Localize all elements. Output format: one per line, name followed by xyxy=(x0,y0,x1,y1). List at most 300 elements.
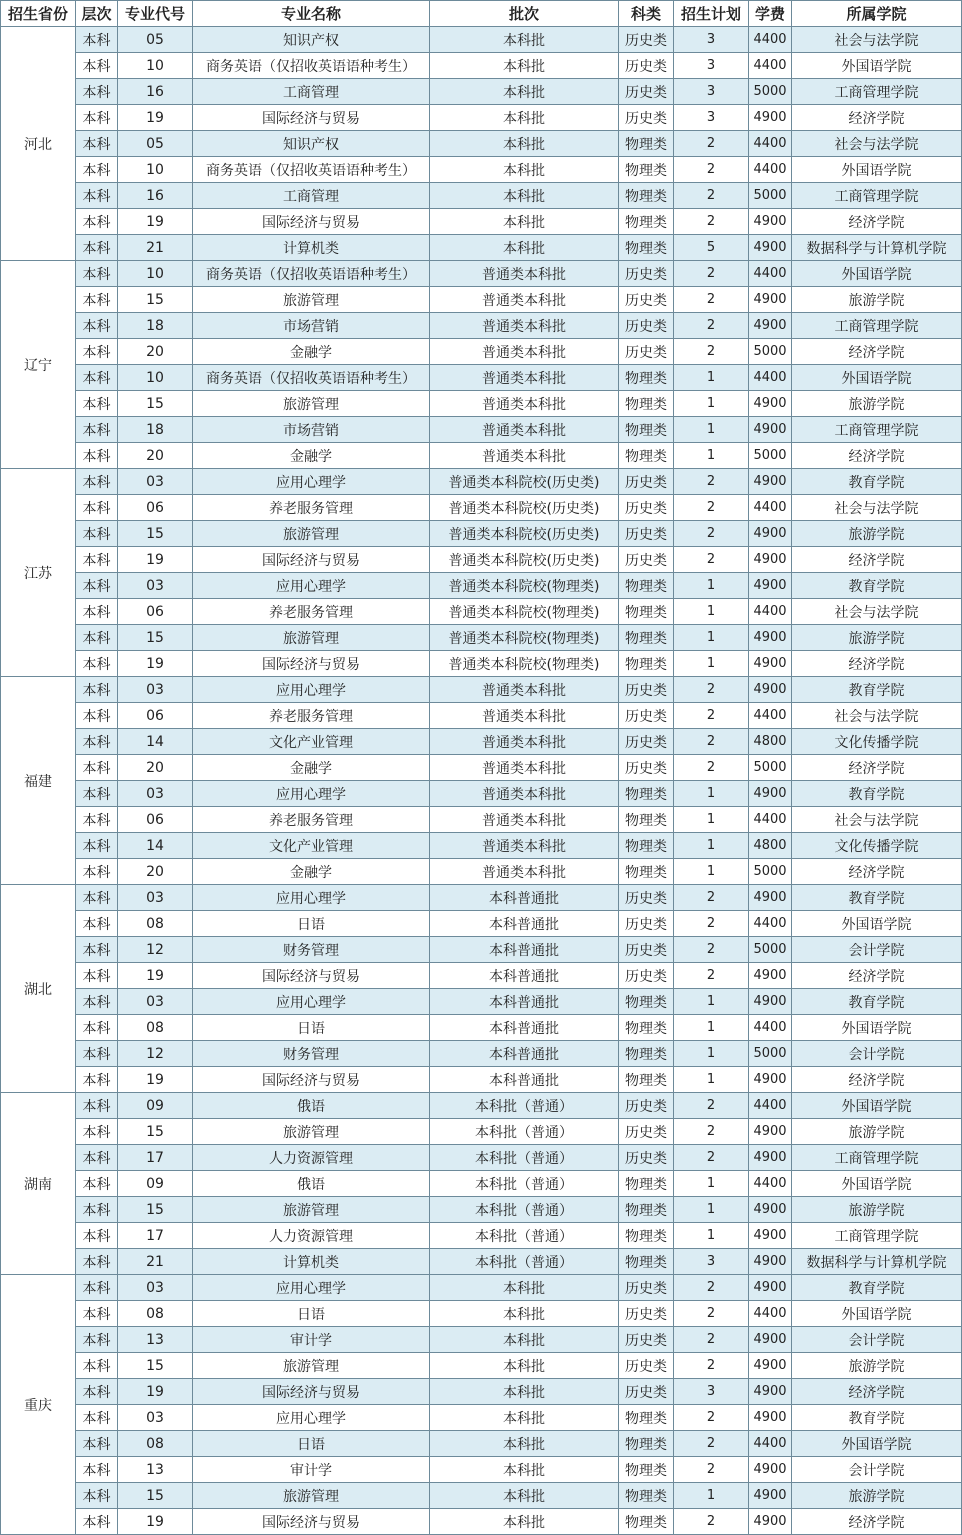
level-cell: 本科 xyxy=(76,1431,118,1457)
level-cell: 本科 xyxy=(76,781,118,807)
subject-type-cell: 历史类 xyxy=(619,755,674,781)
major-name-cell: 日语 xyxy=(193,1015,430,1041)
table-body xyxy=(1,27,962,1535)
college-cell: 会计学院 xyxy=(792,1457,962,1483)
tuition-cell: 4900 xyxy=(749,1483,792,1509)
major-code-cell: 19 xyxy=(118,963,193,989)
level-cell: 本科 xyxy=(76,1301,118,1327)
table-row xyxy=(1,989,962,1015)
table-row xyxy=(1,521,962,547)
level-cell: 本科 xyxy=(76,547,118,573)
college-cell: 工商管理学院 xyxy=(792,183,962,209)
major-name-cell: 人力资源管理 xyxy=(193,1145,430,1171)
major-name-cell: 应用心理学 xyxy=(193,781,430,807)
batch-cell: 本科批 xyxy=(430,79,619,105)
batch-cell: 本科普通批 xyxy=(430,911,619,937)
subject-type-cell: 历史类 xyxy=(619,79,674,105)
major-name-cell: 应用心理学 xyxy=(193,1275,430,1301)
college-cell: 数据科学与计算机学院 xyxy=(792,235,962,261)
major-name-cell: 国际经济与贸易 xyxy=(193,105,430,131)
tuition-cell: 4900 xyxy=(749,1067,792,1093)
level-cell: 本科 xyxy=(76,1171,118,1197)
major-code-cell: 10 xyxy=(118,53,193,79)
tuition-cell: 4900 xyxy=(749,209,792,235)
tuition-cell: 4900 xyxy=(749,1145,792,1171)
enrollment-plan-cell: 1 xyxy=(674,989,749,1015)
college-cell: 经济学院 xyxy=(792,651,962,677)
table-row xyxy=(1,703,962,729)
header-province: 招生省份 xyxy=(1,1,76,27)
major-code-cell: 14 xyxy=(118,833,193,859)
level-cell: 本科 xyxy=(76,677,118,703)
major-code-cell: 13 xyxy=(118,1457,193,1483)
major-name-cell: 工商管理 xyxy=(193,183,430,209)
level-cell: 本科 xyxy=(76,339,118,365)
batch-cell: 本科普通批 xyxy=(430,885,619,911)
batch-cell: 本科批（普通） xyxy=(430,1223,619,1249)
tuition-cell: 4900 xyxy=(749,1249,792,1275)
major-code-cell: 19 xyxy=(118,105,193,131)
major-name-cell: 旅游管理 xyxy=(193,1197,430,1223)
major-name-cell: 金融学 xyxy=(193,859,430,885)
level-cell: 本科 xyxy=(76,1457,118,1483)
college-cell: 外国语学院 xyxy=(792,1431,962,1457)
enrollment-plan-cell: 2 xyxy=(674,1093,749,1119)
enrollment-plan-cell: 1 xyxy=(674,1223,749,1249)
major-code-cell: 13 xyxy=(118,1327,193,1353)
enrollment-plan-cell: 2 xyxy=(674,885,749,911)
batch-cell: 普通类本科批 xyxy=(430,339,619,365)
major-code-cell: 03 xyxy=(118,1405,193,1431)
batch-cell: 本科普通批 xyxy=(430,937,619,963)
table-row xyxy=(1,105,962,131)
major-name-cell: 商务英语（仅招收英语语种考生） xyxy=(193,261,430,287)
tuition-cell: 4400 xyxy=(749,1015,792,1041)
level-cell: 本科 xyxy=(76,937,118,963)
major-name-cell: 商务英语（仅招收英语语种考生） xyxy=(193,157,430,183)
batch-cell: 本科批 xyxy=(430,157,619,183)
enrollment-plan-cell: 2 xyxy=(674,703,749,729)
major-code-cell: 18 xyxy=(118,313,193,339)
table-row xyxy=(1,1171,962,1197)
table-row xyxy=(1,495,962,521)
subject-type-cell: 物理类 xyxy=(619,833,674,859)
college-cell: 外国语学院 xyxy=(792,911,962,937)
table-row xyxy=(1,443,962,469)
enrollment-plan-cell: 2 xyxy=(674,1353,749,1379)
table-row xyxy=(1,1093,962,1119)
level-cell: 本科 xyxy=(76,1119,118,1145)
batch-cell: 本科普通批 xyxy=(430,1041,619,1067)
tuition-cell: 4900 xyxy=(749,963,792,989)
major-code-cell: 08 xyxy=(118,911,193,937)
major-code-cell: 19 xyxy=(118,651,193,677)
subject-type-cell: 历史类 xyxy=(619,963,674,989)
enrollment-plan-cell: 1 xyxy=(674,573,749,599)
level-cell: 本科 xyxy=(76,391,118,417)
college-cell: 经济学院 xyxy=(792,755,962,781)
major-code-cell: 21 xyxy=(118,235,193,261)
level-cell: 本科 xyxy=(76,729,118,755)
tuition-cell: 4900 xyxy=(749,1327,792,1353)
major-name-cell: 市场营销 xyxy=(193,313,430,339)
batch-cell: 本科批 xyxy=(430,183,619,209)
major-name-cell: 国际经济与贸易 xyxy=(193,1067,430,1093)
major-code-cell: 19 xyxy=(118,209,193,235)
subject-type-cell: 物理类 xyxy=(619,859,674,885)
enrollment-plan-cell: 2 xyxy=(674,1301,749,1327)
table-row xyxy=(1,235,962,261)
enrollment-plan-cell: 1 xyxy=(674,391,749,417)
tuition-cell: 4900 xyxy=(749,105,792,131)
tuition-cell: 4900 xyxy=(749,1379,792,1405)
subject-type-cell: 物理类 xyxy=(619,1483,674,1509)
enrollment-plan-cell: 3 xyxy=(674,105,749,131)
enrollment-plan-cell: 2 xyxy=(674,677,749,703)
tuition-cell: 4400 xyxy=(749,27,792,53)
major-name-cell: 养老服务管理 xyxy=(193,495,430,521)
batch-cell: 普通类本科批 xyxy=(430,729,619,755)
major-code-cell: 20 xyxy=(118,859,193,885)
subject-type-cell: 物理类 xyxy=(619,365,674,391)
table-row xyxy=(1,599,962,625)
level-cell: 本科 xyxy=(76,235,118,261)
batch-cell: 普通类本科院校(历史类) xyxy=(430,469,619,495)
level-cell: 本科 xyxy=(76,807,118,833)
level-cell: 本科 xyxy=(76,469,118,495)
tuition-cell: 4400 xyxy=(749,1093,792,1119)
subject-type-cell: 历史类 xyxy=(619,261,674,287)
enrollment-plan-cell: 1 xyxy=(674,1041,749,1067)
college-cell: 旅游学院 xyxy=(792,1353,962,1379)
table-row xyxy=(1,859,962,885)
tuition-cell: 5000 xyxy=(749,937,792,963)
subject-type-cell: 物理类 xyxy=(619,989,674,1015)
tuition-cell: 4400 xyxy=(749,495,792,521)
college-cell: 经济学院 xyxy=(792,209,962,235)
level-cell: 本科 xyxy=(76,1379,118,1405)
tuition-cell: 4800 xyxy=(749,833,792,859)
province-cell: 湖南 xyxy=(1,1093,76,1275)
major-code-cell: 15 xyxy=(118,1353,193,1379)
tuition-cell: 4900 xyxy=(749,781,792,807)
enrollment-plan-cell: 1 xyxy=(674,1483,749,1509)
batch-cell: 本科普通批 xyxy=(430,989,619,1015)
batch-cell: 普通类本科批 xyxy=(430,859,619,885)
table-row xyxy=(1,1431,962,1457)
table-row xyxy=(1,1379,962,1405)
college-cell: 工商管理学院 xyxy=(792,1223,962,1249)
major-code-cell: 19 xyxy=(118,547,193,573)
enrollment-plan-cell: 2 xyxy=(674,911,749,937)
tuition-cell: 4900 xyxy=(749,1197,792,1223)
major-code-cell: 10 xyxy=(118,157,193,183)
tuition-cell: 4400 xyxy=(749,131,792,157)
batch-cell: 本科批 xyxy=(430,1275,619,1301)
major-name-cell: 应用心理学 xyxy=(193,885,430,911)
tuition-cell: 4900 xyxy=(749,521,792,547)
major-code-cell: 21 xyxy=(118,1249,193,1275)
major-name-cell: 知识产权 xyxy=(193,27,430,53)
table-row xyxy=(1,963,962,989)
major-name-cell: 国际经济与贸易 xyxy=(193,1509,430,1535)
major-name-cell: 养老服务管理 xyxy=(193,703,430,729)
table-row xyxy=(1,183,962,209)
level-cell: 本科 xyxy=(76,1275,118,1301)
college-cell: 教育学院 xyxy=(792,1275,962,1301)
tuition-cell: 5000 xyxy=(749,859,792,885)
level-cell: 本科 xyxy=(76,157,118,183)
major-code-cell: 12 xyxy=(118,937,193,963)
major-name-cell: 国际经济与贸易 xyxy=(193,209,430,235)
batch-cell: 本科批（普通） xyxy=(430,1119,619,1145)
table-row xyxy=(1,1483,962,1509)
enrollment-plan-cell: 2 xyxy=(674,1327,749,1353)
batch-cell: 本科批 xyxy=(430,27,619,53)
subject-type-cell: 物理类 xyxy=(619,443,674,469)
college-cell: 经济学院 xyxy=(792,859,962,885)
tuition-cell: 4900 xyxy=(749,1119,792,1145)
major-code-cell: 17 xyxy=(118,1223,193,1249)
table-row xyxy=(1,53,962,79)
major-code-cell: 06 xyxy=(118,703,193,729)
enrollment-plan-cell: 2 xyxy=(674,729,749,755)
college-cell: 社会与法学院 xyxy=(792,495,962,521)
major-code-cell: 15 xyxy=(118,391,193,417)
tuition-cell: 4900 xyxy=(749,1405,792,1431)
subject-type-cell: 物理类 xyxy=(619,807,674,833)
batch-cell: 普通类本科院校(历史类) xyxy=(430,547,619,573)
college-cell: 会计学院 xyxy=(792,1327,962,1353)
major-name-cell: 工商管理 xyxy=(193,79,430,105)
college-cell: 外国语学院 xyxy=(792,261,962,287)
batch-cell: 普通类本科批 xyxy=(430,677,619,703)
major-code-cell: 03 xyxy=(118,469,193,495)
table-row xyxy=(1,157,962,183)
enrollment-plan-cell: 2 xyxy=(674,183,749,209)
enrollment-plan-cell: 2 xyxy=(674,963,749,989)
enrollment-plan-cell: 2 xyxy=(674,1119,749,1145)
tuition-cell: 4400 xyxy=(749,599,792,625)
level-cell: 本科 xyxy=(76,1093,118,1119)
major-name-cell: 日语 xyxy=(193,1301,430,1327)
enrollment-plan-cell: 2 xyxy=(674,157,749,183)
batch-cell: 普通类本科批 xyxy=(430,755,619,781)
subject-type-cell: 历史类 xyxy=(619,287,674,313)
college-cell: 文化传播学院 xyxy=(792,729,962,755)
college-cell: 外国语学院 xyxy=(792,365,962,391)
subject-type-cell: 历史类 xyxy=(619,521,674,547)
subject-type-cell: 物理类 xyxy=(619,1197,674,1223)
level-cell: 本科 xyxy=(76,1041,118,1067)
major-code-cell: 16 xyxy=(118,79,193,105)
major-name-cell: 应用心理学 xyxy=(193,573,430,599)
tuition-cell: 4400 xyxy=(749,365,792,391)
tuition-cell: 4400 xyxy=(749,1171,792,1197)
batch-cell: 普通类本科批 xyxy=(430,833,619,859)
tuition-cell: 4900 xyxy=(749,547,792,573)
table-row xyxy=(1,391,962,417)
college-cell: 经济学院 xyxy=(792,963,962,989)
major-name-cell: 俄语 xyxy=(193,1171,430,1197)
major-code-cell: 15 xyxy=(118,625,193,651)
tuition-cell: 4900 xyxy=(749,677,792,703)
tuition-cell: 4900 xyxy=(749,1509,792,1535)
table-row xyxy=(1,1041,962,1067)
tuition-cell: 4900 xyxy=(749,391,792,417)
subject-type-cell: 物理类 xyxy=(619,417,674,443)
batch-cell: 普通类本科院校(物理类) xyxy=(430,599,619,625)
table-row xyxy=(1,755,962,781)
level-cell: 本科 xyxy=(76,1067,118,1093)
college-cell: 外国语学院 xyxy=(792,157,962,183)
college-cell: 工商管理学院 xyxy=(792,417,962,443)
table-row xyxy=(1,911,962,937)
level-cell: 本科 xyxy=(76,1327,118,1353)
batch-cell: 本科批 xyxy=(430,1431,619,1457)
major-name-cell: 商务英语（仅招收英语语种考生） xyxy=(193,53,430,79)
tuition-cell: 4900 xyxy=(749,417,792,443)
level-cell: 本科 xyxy=(76,1197,118,1223)
college-cell: 旅游学院 xyxy=(792,1119,962,1145)
subject-type-cell: 历史类 xyxy=(619,53,674,79)
table-row xyxy=(1,1145,962,1171)
major-name-cell: 旅游管理 xyxy=(193,1119,430,1145)
major-code-cell: 18 xyxy=(118,417,193,443)
major-code-cell: 06 xyxy=(118,495,193,521)
enrollment-plan-cell: 1 xyxy=(674,443,749,469)
batch-cell: 普通类本科院校(物理类) xyxy=(430,651,619,677)
batch-cell: 普通类本科批 xyxy=(430,443,619,469)
subject-type-cell: 物理类 xyxy=(619,625,674,651)
subject-type-cell: 历史类 xyxy=(619,105,674,131)
major-code-cell: 20 xyxy=(118,339,193,365)
level-cell: 本科 xyxy=(76,417,118,443)
level-cell: 本科 xyxy=(76,443,118,469)
major-name-cell: 日语 xyxy=(193,1431,430,1457)
level-cell: 本科 xyxy=(76,1353,118,1379)
table-row xyxy=(1,1509,962,1535)
batch-cell: 本科批（普通） xyxy=(430,1145,619,1171)
table-row xyxy=(1,209,962,235)
major-code-cell: 06 xyxy=(118,807,193,833)
college-cell: 旅游学院 xyxy=(792,391,962,417)
enrollment-plan-cell: 2 xyxy=(674,1457,749,1483)
college-cell: 旅游学院 xyxy=(792,1197,962,1223)
batch-cell: 本科批 xyxy=(430,1327,619,1353)
tuition-cell: 4900 xyxy=(749,573,792,599)
college-cell: 工商管理学院 xyxy=(792,1145,962,1171)
level-cell: 本科 xyxy=(76,105,118,131)
enrollment-plan-cell: 1 xyxy=(674,417,749,443)
batch-cell: 本科普通批 xyxy=(430,963,619,989)
table-row xyxy=(1,625,962,651)
tuition-cell: 4400 xyxy=(749,157,792,183)
tuition-cell: 4400 xyxy=(749,261,792,287)
batch-cell: 普通类本科院校(物理类) xyxy=(430,573,619,599)
tuition-cell: 4900 xyxy=(749,885,792,911)
subject-type-cell: 物理类 xyxy=(619,1067,674,1093)
batch-cell: 普通类本科院校(历史类) xyxy=(430,521,619,547)
college-cell: 数据科学与计算机学院 xyxy=(792,1249,962,1275)
college-cell: 经济学院 xyxy=(792,1067,962,1093)
enrollment-plan-cell: 3 xyxy=(674,53,749,79)
enrollment-plan-cell: 3 xyxy=(674,1379,749,1405)
college-cell: 社会与法学院 xyxy=(792,599,962,625)
major-code-cell: 05 xyxy=(118,131,193,157)
level-cell: 本科 xyxy=(76,599,118,625)
level-cell: 本科 xyxy=(76,27,118,53)
subject-type-cell: 物理类 xyxy=(619,209,674,235)
level-cell: 本科 xyxy=(76,53,118,79)
major-code-cell: 08 xyxy=(118,1431,193,1457)
major-name-cell: 金融学 xyxy=(193,339,430,365)
header-college: 所属学院 xyxy=(792,1,962,27)
level-cell: 本科 xyxy=(76,495,118,521)
table-row xyxy=(1,677,962,703)
subject-type-cell: 历史类 xyxy=(619,937,674,963)
batch-cell: 普通类本科批 xyxy=(430,313,619,339)
batch-cell: 普通类本科批 xyxy=(430,781,619,807)
tuition-cell: 4900 xyxy=(749,469,792,495)
major-code-cell: 06 xyxy=(118,599,193,625)
tuition-cell: 4900 xyxy=(749,1457,792,1483)
subject-type-cell: 历史类 xyxy=(619,1379,674,1405)
table-row xyxy=(1,339,962,365)
level-cell: 本科 xyxy=(76,573,118,599)
college-cell: 教育学院 xyxy=(792,469,962,495)
level-cell: 本科 xyxy=(76,651,118,677)
enrollment-plan-cell: 2 xyxy=(674,261,749,287)
enrollment-plan-cell: 1 xyxy=(674,1067,749,1093)
major-name-cell: 财务管理 xyxy=(193,1041,430,1067)
level-cell: 本科 xyxy=(76,183,118,209)
college-cell: 会计学院 xyxy=(792,937,962,963)
major-name-cell: 计算机类 xyxy=(193,1249,430,1275)
subject-type-cell: 历史类 xyxy=(619,703,674,729)
major-name-cell: 知识产权 xyxy=(193,131,430,157)
enrollment-plan-cell: 2 xyxy=(674,1275,749,1301)
subject-type-cell: 历史类 xyxy=(619,27,674,53)
major-code-cell: 08 xyxy=(118,1015,193,1041)
table-row xyxy=(1,833,962,859)
province-cell: 湖北 xyxy=(1,885,76,1093)
table-row xyxy=(1,651,962,677)
table-row xyxy=(1,287,962,313)
subject-type-cell: 历史类 xyxy=(619,495,674,521)
table-row xyxy=(1,79,962,105)
major-code-cell: 20 xyxy=(118,755,193,781)
enrollment-plan-cell: 2 xyxy=(674,495,749,521)
major-code-cell: 14 xyxy=(118,729,193,755)
level-cell: 本科 xyxy=(76,313,118,339)
major-name-cell: 文化产业管理 xyxy=(193,833,430,859)
enrollment-plan-cell: 2 xyxy=(674,755,749,781)
major-name-cell: 金融学 xyxy=(193,443,430,469)
subject-type-cell: 物理类 xyxy=(619,1223,674,1249)
enrollment-plan-cell: 2 xyxy=(674,1509,749,1535)
batch-cell: 本科批 xyxy=(430,1405,619,1431)
subject-type-cell: 物理类 xyxy=(619,1015,674,1041)
batch-cell: 本科批 xyxy=(430,1483,619,1509)
major-name-cell: 旅游管理 xyxy=(193,1483,430,1509)
batch-cell: 本科批 xyxy=(430,1353,619,1379)
major-name-cell: 旅游管理 xyxy=(193,1353,430,1379)
college-cell: 教育学院 xyxy=(792,781,962,807)
table-row xyxy=(1,1249,962,1275)
major-code-cell: 19 xyxy=(118,1379,193,1405)
college-cell: 外国语学院 xyxy=(792,1015,962,1041)
